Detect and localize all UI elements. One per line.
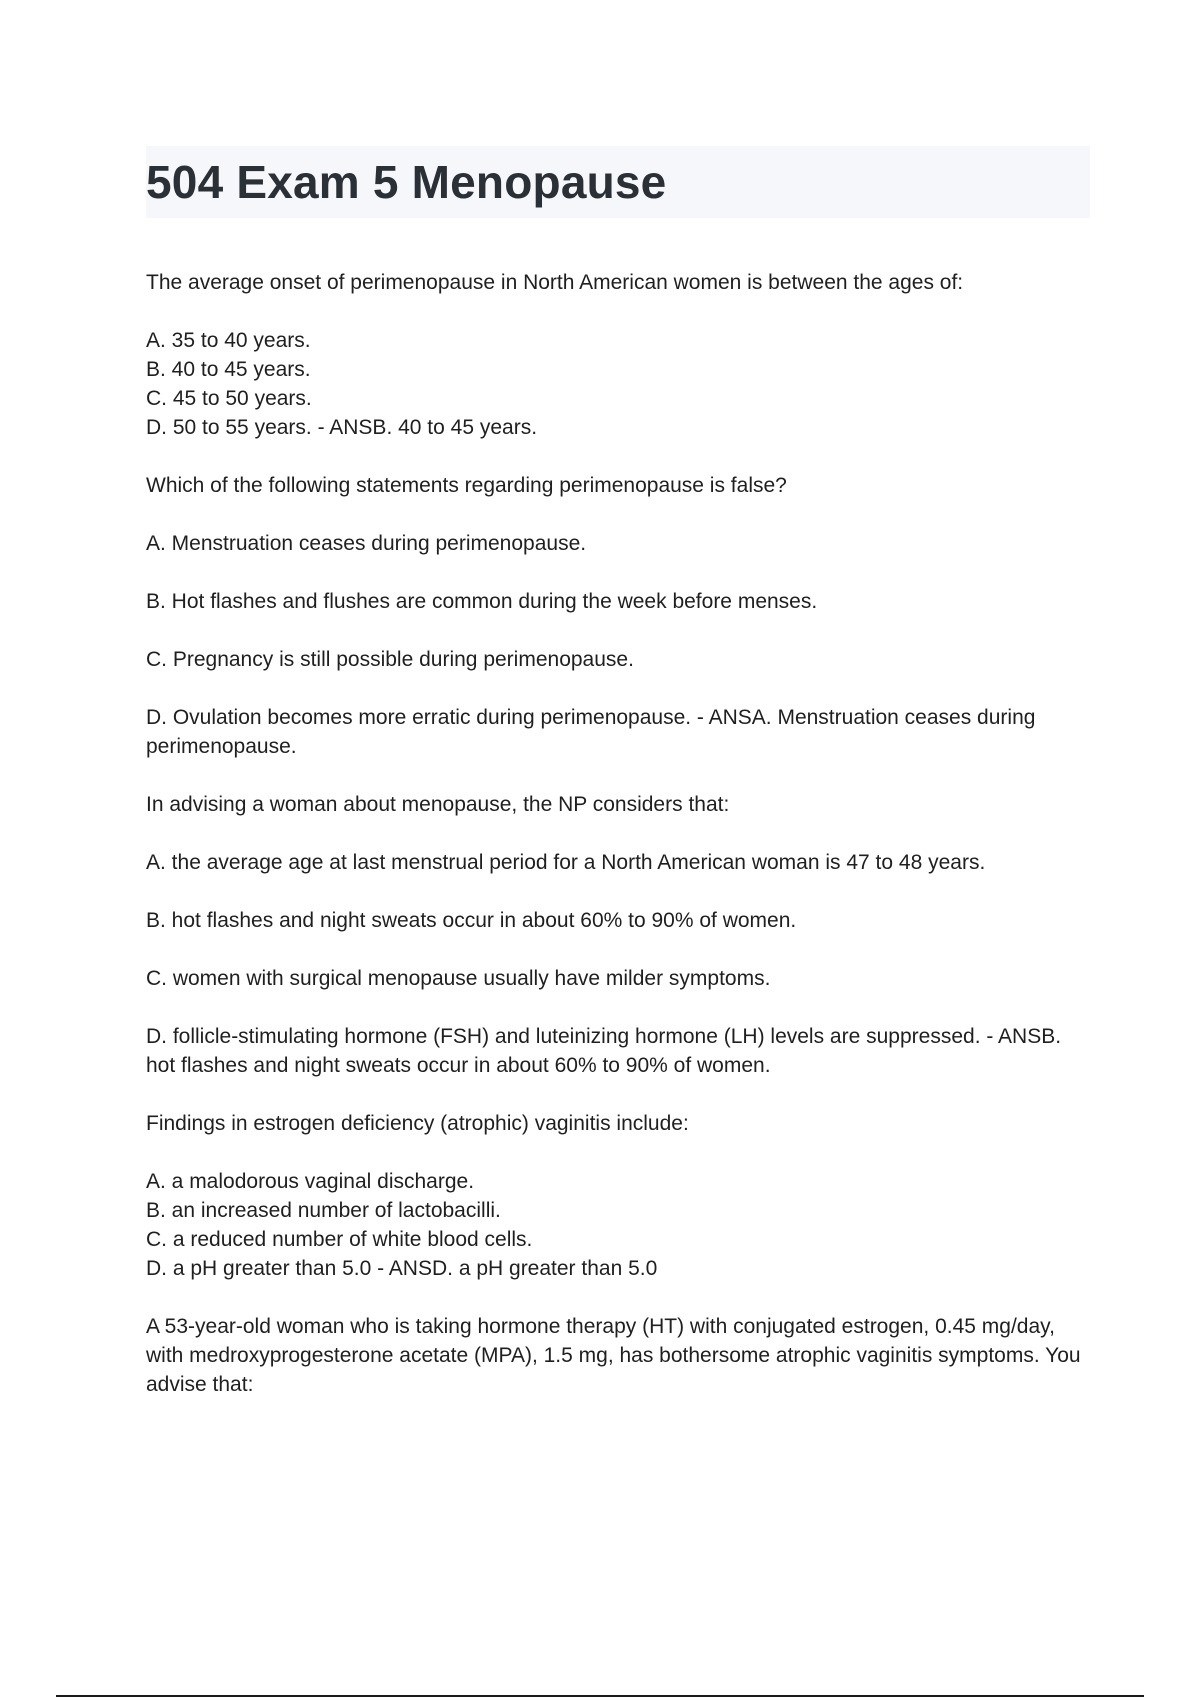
question-4-option-b: B. an increased number of lactobacilli. <box>146 1199 501 1222</box>
question-1-option-b: B. 40 to 45 years. <box>146 358 311 381</box>
question-2-option-c-block <box>146 645 1090 674</box>
question-2-option-b-block <box>146 587 1090 616</box>
question-1-stem-block <box>146 268 1090 297</box>
question-3-option-c-block <box>146 964 1090 993</box>
question-4-option-c: C. a reduced number of white blood cells. <box>146 1228 533 1251</box>
question-4-stem: Findings in estrogen deficiency (atrophic) vaginitis include: <box>146 1112 689 1135</box>
question-5-stem: A 53-year-old woman who is taking hormone therapy (HT) with conjugated estrogen, 0.45 mg/day, with medroxyprogesterone acetate (MPA), 1.5 mg, has bothersome atrophic vaginitis symptoms. You advise that: <box>146 1315 1081 1396</box>
question-2-option-a-block <box>146 529 1090 558</box>
question-4-option-a: A. a malodorous vaginal discharge. <box>146 1170 475 1193</box>
question-1-option-a: A. 35 to 40 years. <box>146 329 311 352</box>
question-4-stem-block <box>146 1109 1090 1138</box>
question-2-option-c: C. Pregnancy is still possible during perimenopause. <box>146 648 634 671</box>
question-3-option-d-block <box>146 1022 1090 1080</box>
question-2-stem: Which of the following statements regarding perimenopause is false? <box>146 474 787 497</box>
question-4-option-d: D. a pH greater than 5.0 - ANSD. a pH greater than 5.0 <box>146 1257 658 1280</box>
question-5-stem-block <box>146 1312 1090 1399</box>
question-3-stem-block <box>146 790 1090 819</box>
question-2-option-b: B. Hot flashes and flushes are common during the week before menses. <box>146 590 818 613</box>
page-bottom-rule <box>56 1695 1144 1697</box>
question-2-stem-block <box>146 471 1090 500</box>
question-3-option-a-block <box>146 848 1090 877</box>
question-1-option-c: C. 45 to 50 years. <box>146 387 312 410</box>
document-body <box>146 268 1090 1428</box>
question-1-option-d: D. 50 to 55 years. - ANSB. 40 to 45 years. <box>146 416 538 439</box>
question-3-option-b-block <box>146 906 1090 935</box>
question-2-option-d: D. Ovulation becomes more erratic during perimenopause. - ANSA. Menstruation ceases during perimenopause. <box>146 706 1036 758</box>
question-3-stem: In advising a woman about menopause, the NP considers that: <box>146 793 730 816</box>
document-title: 504 Exam 5 Menopause <box>146 156 667 208</box>
question-2-option-d-block <box>146 703 1090 761</box>
question-3-option-b: B. hot flashes and night sweats occur in about 60% to 90% of women. <box>146 909 797 932</box>
question-1-options <box>146 326 1090 442</box>
question-2-option-a: A. Menstruation ceases during perimenopause. <box>146 532 587 555</box>
question-3-option-d: D. follicle-stimulating hormone (FSH) and luteinizing hormone (LH) levels are suppressed. - ANSB. hot flashes and night sweats occur in about 60% to 90% of women. <box>146 1025 1062 1077</box>
question-4-options <box>146 1167 1090 1283</box>
question-1-stem: The average onset of perimenopause in North American women is between the ages of: <box>146 271 964 294</box>
question-3-option-a: A. the average age at last menstrual period for a North American woman is 47 to 48 years. <box>146 851 986 874</box>
question-3-option-c: C. women with surgical menopause usually have milder symptoms. <box>146 967 771 990</box>
